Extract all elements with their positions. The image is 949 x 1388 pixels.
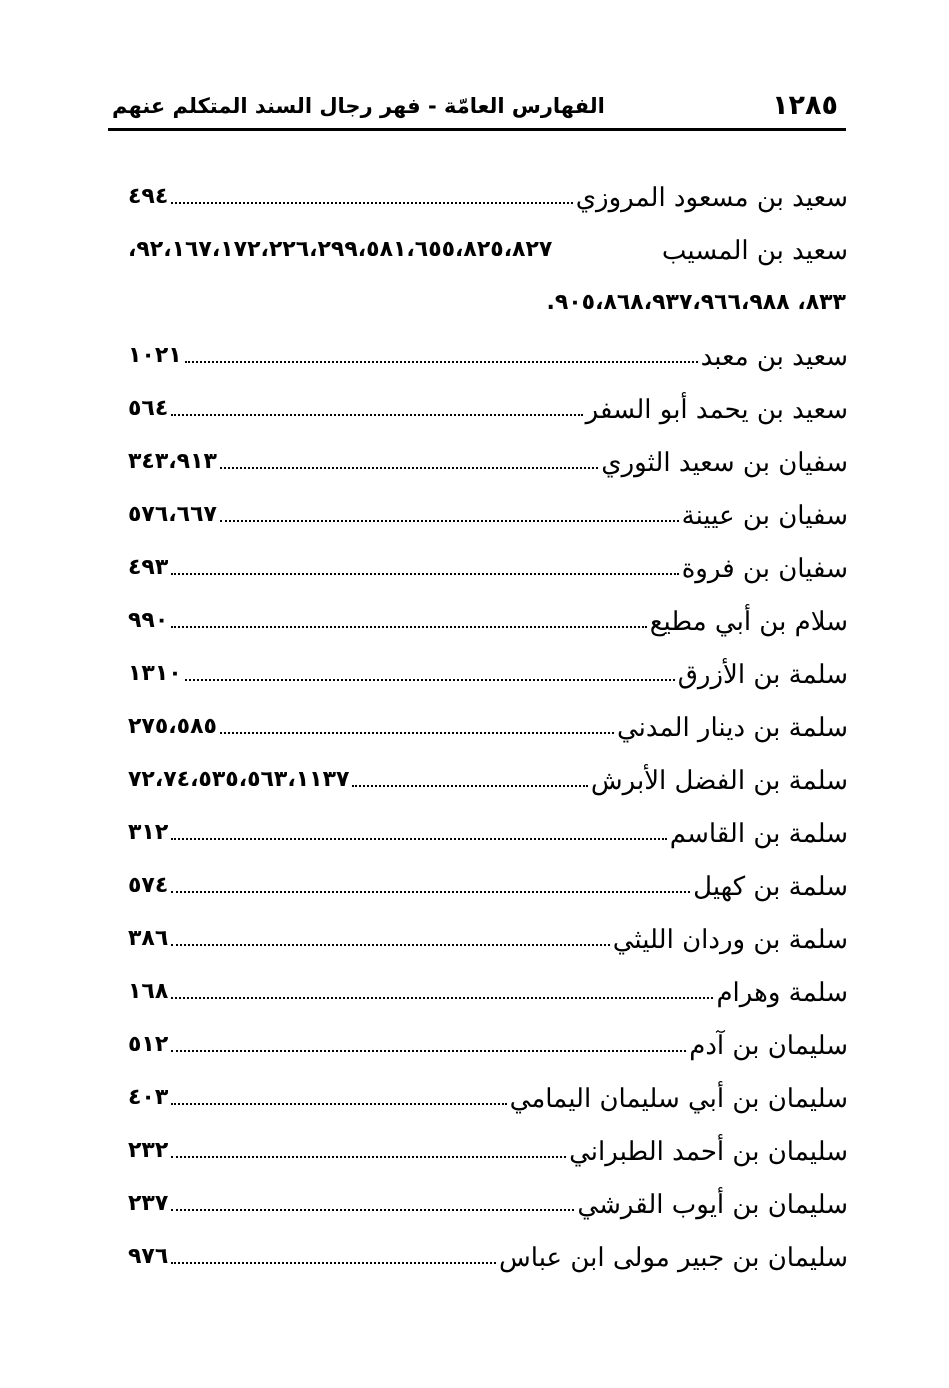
entry-pages: ٩٩٠ [128,608,169,633]
dot-leader [352,785,587,787]
index-entry [128,1008,848,1061]
entry-pages: ٢٧٥،٥٨٥ [128,714,217,739]
index-entry [128,1220,848,1273]
entry-name: سلمة بن القاسم [669,819,848,849]
entry-name: سلمة بن وردان الليثي [612,925,848,955]
entry-name: سفيان بن عيينة [681,501,848,531]
entry-pages: ٤٩٤ [128,184,169,209]
entry-pages: ٥١٢ [128,1032,169,1057]
index-entry [128,531,848,584]
dot-leader [171,1262,496,1264]
page-header [108,88,846,131]
dot-leader [220,467,598,469]
entry-pages: ١٠٢١ [128,343,182,368]
index-entry [128,160,848,213]
dot-leader [171,414,582,416]
entry-pages: ١٦٨ [128,979,169,1004]
entry-pages: ٣٤٣،٩١٣ [128,449,217,474]
index-entry [128,319,848,372]
dot-leader [171,944,609,946]
entry-name: سلمة بن كهيل [693,872,848,902]
entry-name: سلام بن أبي مطيع [649,607,848,637]
entry-name: سلمة بن دينار المدني [616,713,848,743]
entry-pages: ٣٨٦ [128,926,169,951]
index-entry-multiline [128,213,848,319]
dot-leader [220,732,614,734]
entry-pages: ٤٠٣ [128,1085,169,1110]
entry-name: سليمان بن آدم [689,1031,848,1061]
index-entry [128,690,848,743]
index-entry [128,584,848,637]
entry-pages: ٥٦٤ [128,396,169,421]
entry-name: سليمان بن جبير مولى ابن عباس [499,1243,848,1273]
entry-name: سلمة بن الأزرق [677,660,848,690]
entry-name: سفيان بن سعيد الثوري [601,448,848,478]
index-entry [128,955,848,1008]
running-title: الفهارس العامّة - فهر رجال السند المتكلم عنهم [112,94,605,118]
entry-pages: ٤٩٣ [128,555,169,580]
index-entry [128,902,848,955]
entry-pages: ١٣١٠ [128,661,182,686]
dot-leader [171,1156,566,1158]
entry-name: سعيد بن يحمد أبو السفر [585,395,848,425]
entry-name: سعيد بن المسيب [661,236,848,266]
index-entry [128,637,848,690]
index-entry [128,1167,848,1220]
entry-pages-line1: ٩٢،١٦٧،١٧٢،٢٢٦،٢٩٩،٥٨١،٦٥٥،٨٢٥،٨٢٧، [128,237,553,262]
page-number: ١٢٨٥ [772,90,838,121]
dot-leader [220,520,679,522]
index-entry [128,1061,848,1114]
entry-name: سلمة بن الفضل الأبرش [590,766,848,796]
dot-leader [171,997,713,999]
dot-leader [171,891,690,893]
index-entry [128,425,848,478]
entry-name: سفيان بن فروة [681,554,848,584]
entry-pages: ٣١٢ [128,820,169,845]
dot-leader [171,838,666,840]
index-entry [128,743,848,796]
entry-pages: ٧٢،٧٤،٥٣٥،٥٦٣،١١٣٧ [128,767,350,792]
dot-leader [171,1050,686,1052]
index-entry [128,796,848,849]
entry-name: سليمان بن أيوب القرشي [577,1190,848,1220]
entry-pages: ٢٣٧ [128,1191,169,1216]
dot-leader [171,1209,574,1211]
entry-name: سعيد بن معبد [700,342,848,372]
entry-pages: ٥٧٦،٦٦٧ [128,502,217,527]
dot-leader [185,361,698,363]
index-list [128,160,848,1273]
entry-name: سعيد بن مسعود المروزي [575,183,848,213]
entry-pages: ٩٧٦ [128,1244,169,1269]
index-entry [128,372,848,425]
index-entry [128,478,848,531]
index-entry [128,1114,848,1167]
entry-pages-line2: ٨٣٣، ٩٠٥،٨٦٨،٩٣٧،٩٦٦،٩٨٨. [546,290,846,315]
dot-leader [171,573,678,575]
index-entry [128,849,848,902]
entry-name: سليمان بن أحمد الطبراني [569,1137,848,1167]
entry-name: سليمان بن أبي سليمان اليمامي [509,1084,848,1114]
entry-pages: ٥٧٤ [128,873,169,898]
dot-leader [185,679,675,681]
dot-leader [171,202,572,204]
dot-leader [171,626,646,628]
entry-name: سلمة وهرام [716,978,848,1008]
entry-pages: ٢٣٢ [128,1138,169,1163]
dot-leader [171,1103,506,1105]
